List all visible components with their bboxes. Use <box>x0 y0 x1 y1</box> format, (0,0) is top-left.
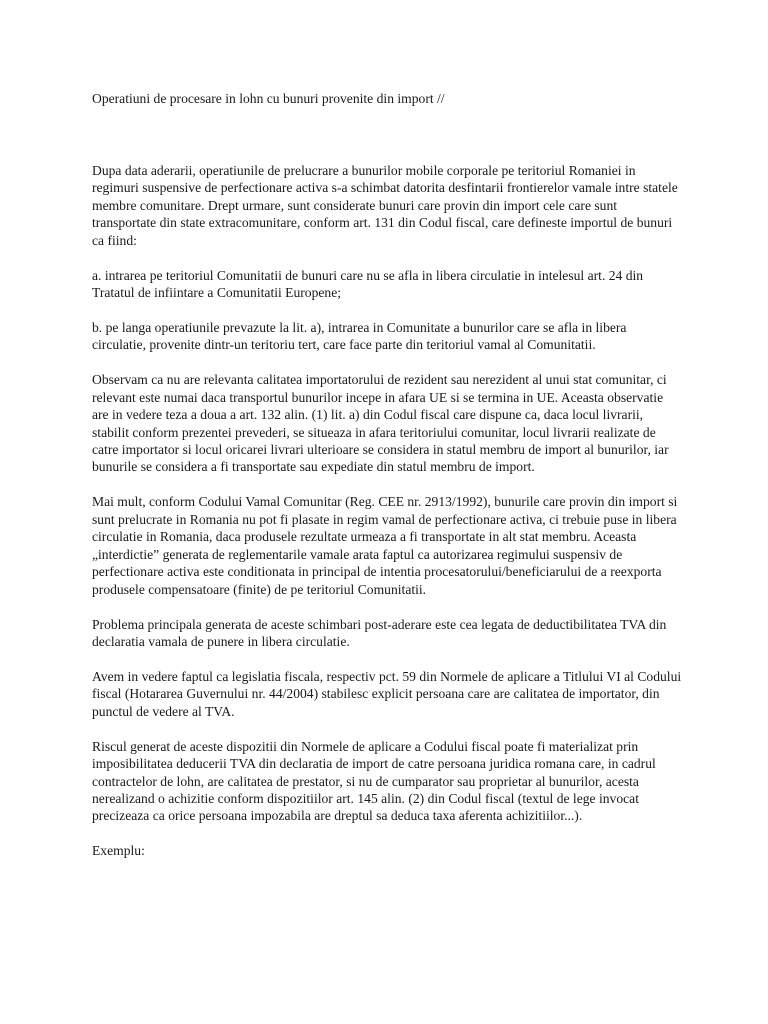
paragraph-example: Exemplu: <box>92 843 145 859</box>
paragraph-main-problem: Problema principala generata de aceste schimbari post-aderare este cea legata de deductibilitatea TVA din declaratia vamala de punere in libera circulatie. <box>92 616 667 649</box>
document-title: Operatiuni de procesare in lohn cu bunuri provenite din import // <box>92 91 445 106</box>
document-body <box>92 162 682 877</box>
paragraph-point-b: b. pe langa operatiunile prevazute la lit. a), intrarea in Comunitate a bunurilor care se afla in libera circulatie, provenite dintr-un teritoriu tert, care face parte din teritoriul vamal al Comunitatii. <box>92 320 627 353</box>
paragraph-customs-code: Mai mult, conform Codului Vamal Comunitar (Reg. CEE nr. 2913/1992), bunurile care provin din import si sunt prelucrate in Romania nu pot fi plasate in regim vamal de perfectionare activa, ci trebuie puse in libera circulatie in Romania, daca produsele rezultate urmeaza a fi transportate in alt stat membru. Aceasta „interdictie” generata de reglementarile vamale arata faptul ca autorizarea regimului suspensiv de perfectionare activa este conditionata in principal de intentia procesatorului/beneficiarului de a reexporta produsele compensatoare (finite) de pe teritoriul Comunitatii. <box>92 494 678 597</box>
paragraph-risk: Riscul generat de aceste dispozitii din Normele de aplicare a Codului fiscal poate fi materializat prin imposibilitatea deducerii TVA din declaratia de import de catre persoana juridica romana care, in cadrul contractelor de lohn, are calitatea de prestator, si nu de cumparator sau proprietar al bunurilor, acesta nerealizand o achizitie conform dispozitiilor art. 145 alin. (2) din Codul fiscal (textul de lege invocat precizeaza ca orice persoana impozabila are dreptul sa deduca taxa aferenta achizitiilor...). <box>92 738 656 824</box>
paragraph-legislation: Avem in vedere faptul ca legislatia fiscala, respectiv pct. 59 din Normele de aplicare a Titlului VI al Codului fiscal (Hotararea Guvernului nr. 44/2004) stabilesc explicit persoana care are calitatea de importator, din punctul de vedere al TVA. <box>92 668 682 719</box>
paragraph-observation: Observam ca nu are relevanta calitatea importatorului de rezident sau nerezident al unui stat comunitar, ci relevant este numai daca transportul bunurilor incepe in afara UE si se termina in UE. Aceasta observatie are in vedere teza a doua a art. 132 alin. (1) lit. a) din Codul fiscal care dispune ca, daca locul livrarii, stabilit conform prezentei prevederi, se situeaza in afara teritoriului comunitar, locul livrarii realizate de catre importator si locul oricarei livrari ulterioare se considera in statul membru de import al bunurilor, iar bunurile se considera a fi transportate sau expediate din statul membru de import. <box>92 372 669 475</box>
paragraph-point-a: a. intrarea pe teritoriul Comunitatii de bunuri care nu se afla in libera circulatie in intelesul art. 24 din Tratatul de infiintare a Comunitatii Europene; <box>92 267 644 301</box>
paragraph-intro: Dupa data aderarii, operatiunile de prelucrare a bunurilor mobile corporale pe teritoriul Romaniei in regimuri suspensive de perfectionare activa s-a schimbat datorita desfintarii frontierelor vamale intre statele membre comunitare. Drept urmare, sunt considerate bunuri care provin din import cele care sunt transportate din state extracomunitare, conform art. 131 din Codul fiscal, care defineste importul de bunuri ca fiind: <box>92 163 678 248</box>
